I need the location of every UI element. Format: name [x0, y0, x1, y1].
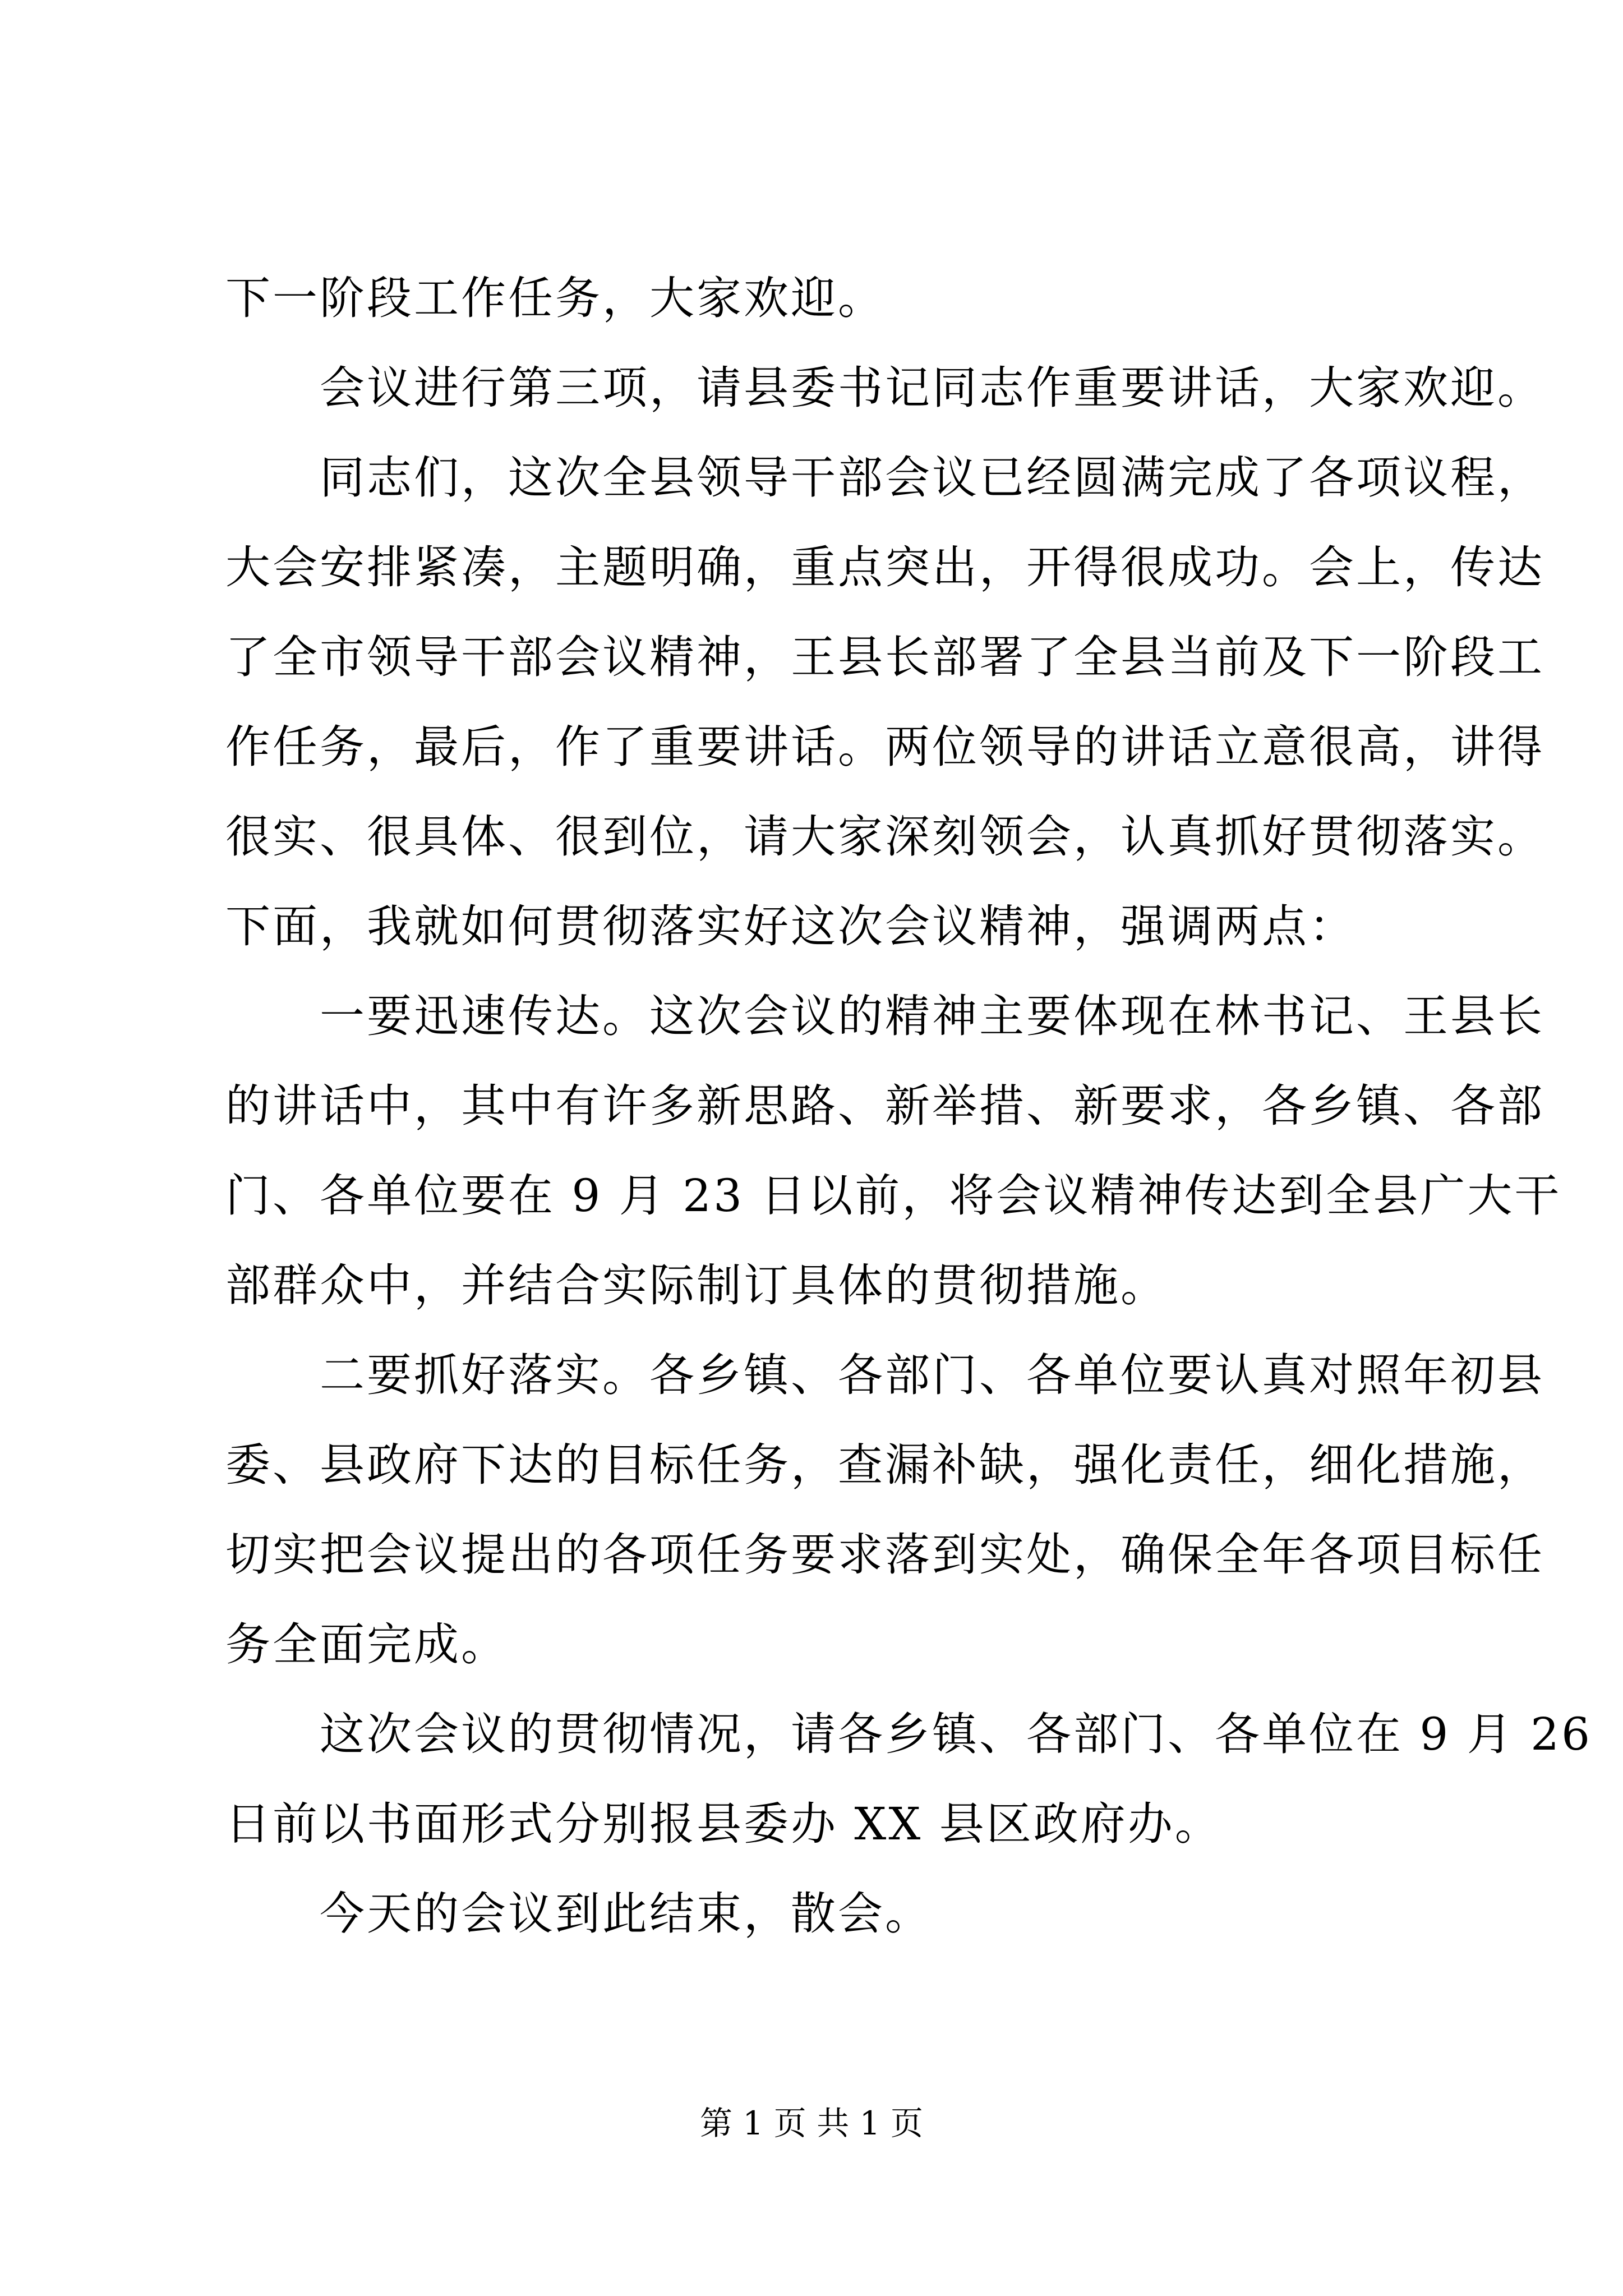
text-line-5: 了全市领导干部会议精神，王县长部署了全县当前及下一阶段工: [225, 631, 1544, 683]
text-line-2: 会议进行第三项，请县委书记同志作重要讲话，大家欢迎。: [320, 362, 1544, 414]
text-line-14: 委、县政府下达的目标任务，查漏补缺，强化责任，细化措施，: [225, 1439, 1544, 1491]
text-line-17: 这次会议的贯彻情况，请各乡镇、各部门、各单位在 9 月 26: [320, 1708, 1592, 1760]
text-line-13: 二要抓好落实。各乡镇、各部门、各单位要认真对照年初县: [320, 1349, 1544, 1401]
text-line-16: 务全面完成。: [225, 1618, 508, 1671]
text-line-18: 日前以书面形式分别报县委办 XX 县区政府办。: [225, 1798, 1222, 1850]
text-line-8: 下面，我就如何贯彻落实好这次会议精神，强调两点：: [225, 900, 1356, 953]
document-body: [225, 254, 1592, 1959]
text-line-10: 的讲话中，其中有许多新思路、新举措、新要求，各乡镇、各部: [225, 1080, 1544, 1132]
text-line-19: 今天的会议到此结束，散会。: [320, 1888, 932, 1940]
text-line-1: 下一阶段工作任务，大家欢迎。: [225, 272, 885, 324]
text-line-15: 切实把会议提出的各项任务要求落到实处，确保全年各项目标任: [225, 1529, 1544, 1581]
text-line-6: 作任务，最后，作了重要讲话。两位领导的讲话立意很高，讲得: [225, 721, 1544, 773]
text-line-4: 大会安排紧凑，主题明确，重点突出，开得很成功。会上，传达: [225, 541, 1544, 593]
text-line-3: 同志们，这次全县领导干部会议已经圆满完成了各项议程，: [320, 452, 1544, 504]
text-line-11: 门、各单位要在 9 月 23 日以前，将会议精神传达到全县广大干: [225, 1170, 1562, 1222]
page-number-footer: 第 1 页 共 1 页: [700, 2104, 923, 2142]
text-line-12: 部群众中，并结合实际制订具体的贯彻措施。: [225, 1259, 1168, 1312]
text-line-7: 很实、很具体、很到位，请大家深刻领会，认真抓好贯彻落实。: [225, 811, 1544, 863]
text-line-9: 一要迅速传达。这次会议的精神主要体现在林书记、王县长: [320, 990, 1544, 1042]
